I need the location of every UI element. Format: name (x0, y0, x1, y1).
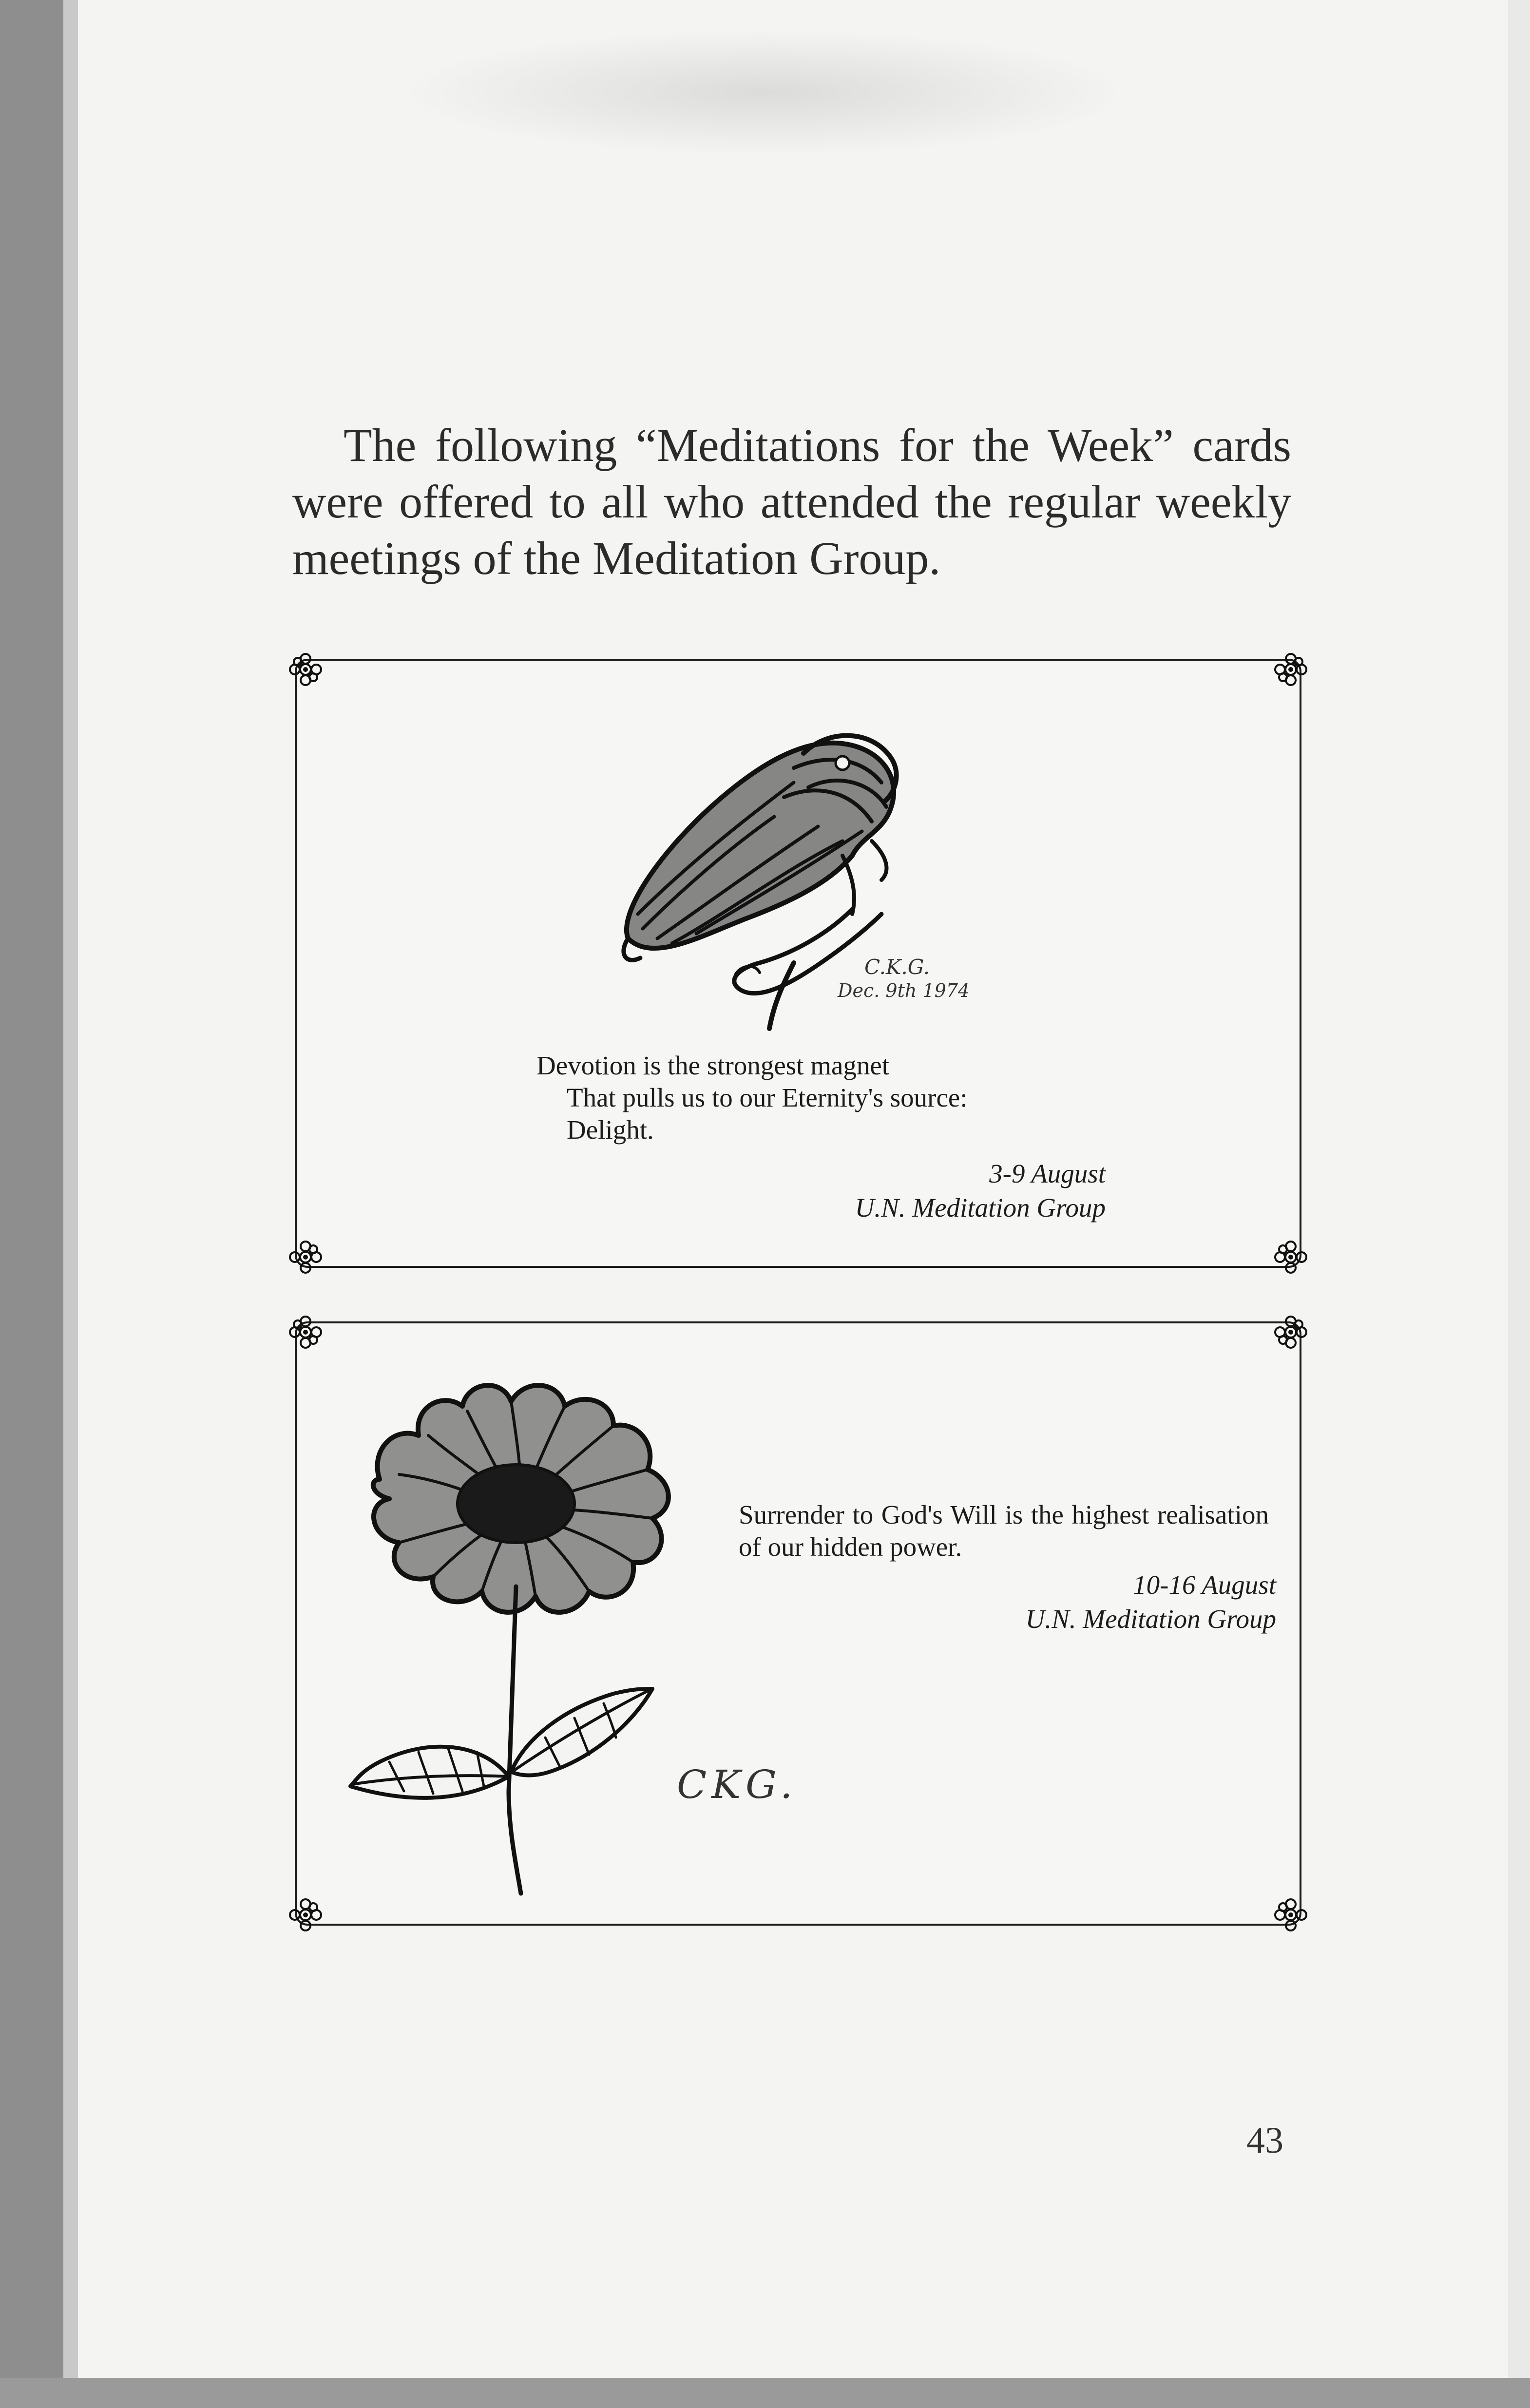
scan-smudge (400, 29, 1130, 156)
signature-date: Dec. 9th 1974 (838, 980, 970, 1001)
verse-line: Surrender to God's Will is the highest realisation of our hidden power. (739, 1500, 1269, 1562)
scan-right-edge (1508, 0, 1530, 2408)
verse-line: That pulls us to our Eternity's source: (567, 1083, 968, 1112)
floral-corner-icon (286, 1313, 325, 1352)
artist-signature (838, 955, 970, 1002)
meditation-card-1 (295, 659, 1301, 1268)
card-date-range: 3-9 August (989, 1159, 1106, 1188)
floral-corner-icon (1271, 650, 1310, 689)
artist-signature: CKG. (677, 1762, 798, 1807)
card-verse (536, 1050, 1170, 1146)
card-attribution (1026, 1568, 1276, 1636)
floral-corner-icon (286, 1895, 325, 1934)
verse-line: Delight. (567, 1115, 654, 1145)
scan-left-shadow (0, 0, 63, 2408)
card-attribution (855, 1157, 1106, 1225)
floral-corner-icon (1271, 1238, 1310, 1277)
card-group-name: U.N. Meditation Group (855, 1193, 1106, 1223)
scan-bottom-shadow (0, 2378, 1530, 2408)
card-verse (708, 1499, 1269, 1563)
floral-corner-icon (286, 1238, 325, 1277)
floral-corner-icon (1271, 1895, 1310, 1934)
page-number: 43 (1246, 2120, 1283, 2161)
intro-paragraph: The following “Meditations for the Week” cards were offered to all who attended the regular weekly meetings of the Meditation Group. (292, 419, 1291, 584)
card-date-range: 10-16 August (1133, 1570, 1276, 1600)
floral-corner-icon (286, 650, 325, 689)
flower-drawing (341, 1353, 721, 1903)
floral-corner-icon (1271, 1313, 1310, 1352)
signature-initials: C.K.G. (864, 955, 930, 979)
verse-line: Devotion is the strongest magnet (536, 1051, 890, 1080)
card-group-name: U.N. Meditation Group (1025, 1604, 1276, 1634)
meditation-card-2 (295, 1321, 1301, 1926)
scan-left-edge (63, 0, 78, 2408)
